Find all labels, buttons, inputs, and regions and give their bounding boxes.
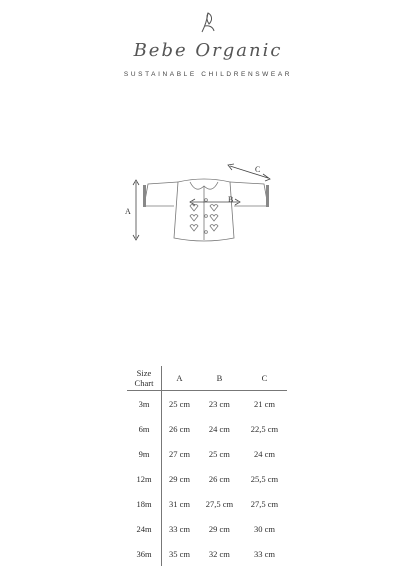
value-c-cell: 21 cm: [253, 398, 275, 409]
button: [205, 215, 208, 218]
value-b-cell: 23 cm: [208, 398, 230, 409]
label-a: A: [125, 207, 131, 216]
table-row: [127, 441, 287, 466]
value-c-cell: 30 cm: [253, 523, 275, 534]
value-c-cell: 33 cm: [253, 548, 275, 559]
value-a-cell: 27 cm: [168, 448, 190, 459]
measure-c-arrow: [230, 166, 268, 178]
column-c-header: C: [242, 366, 287, 391]
size-cell: 9m: [127, 441, 162, 466]
table-row: [127, 491, 287, 516]
right-cuff: [266, 185, 269, 207]
value-b-cell: 25 cm: [208, 448, 230, 459]
size-cell: 36m: [127, 541, 162, 566]
value-b-cell: 27,5 cm: [205, 498, 234, 509]
size-cell: 24m: [127, 516, 162, 541]
size-chart-table: [127, 366, 287, 566]
left-sleeve: [144, 182, 178, 206]
value-c-cell: 24 cm: [253, 448, 275, 459]
size-header-line2: Chart: [134, 378, 154, 388]
value-a-cell: 35 cm: [168, 548, 190, 559]
value-b-cell: 32 cm: [208, 548, 230, 559]
value-b-cell: 26 cm: [208, 473, 230, 484]
size-header-line1: Size: [136, 368, 152, 378]
size-chart-header: [127, 366, 162, 391]
label-b: B: [228, 195, 234, 204]
table-row: [127, 541, 287, 566]
left-cuff: [143, 185, 146, 207]
value-a-cell: 29 cm: [168, 473, 190, 484]
value-b-cell: 24 cm: [208, 423, 230, 434]
value-a-cell: 33 cm: [168, 523, 190, 534]
size-cell: 18m: [127, 491, 162, 516]
button: [205, 199, 208, 202]
garment-measurement-diagram: [118, 160, 288, 260]
size-cell: 12m: [127, 466, 162, 491]
value-c-cell: 25,5 cm: [250, 473, 279, 484]
table-row: [127, 416, 287, 441]
table-header-row: [127, 366, 287, 391]
value-a-cell: 26 cm: [168, 423, 190, 434]
table-row: [127, 466, 287, 491]
size-cell: 3m: [127, 391, 162, 417]
leaf-sprig-icon: [196, 10, 220, 34]
value-c-cell: 22,5 cm: [250, 423, 279, 434]
column-a-header: A: [162, 366, 197, 391]
column-b-header: B: [197, 366, 242, 391]
label-c: C: [255, 165, 261, 174]
value-c-cell: 27,5 cm: [250, 498, 279, 509]
value-a-cell: 31 cm: [168, 498, 190, 509]
table-row: [127, 516, 287, 541]
button: [205, 231, 208, 234]
size-cell: 6m: [127, 416, 162, 441]
value-a-cell: 25 cm: [168, 398, 190, 409]
brand-tagline: SUSTAINABLE CHILDRENSWEAR: [123, 71, 293, 78]
brand-name: Bebe Organic: [133, 40, 283, 61]
table-row: [127, 391, 287, 417]
value-b-cell: 29 cm: [208, 523, 230, 534]
